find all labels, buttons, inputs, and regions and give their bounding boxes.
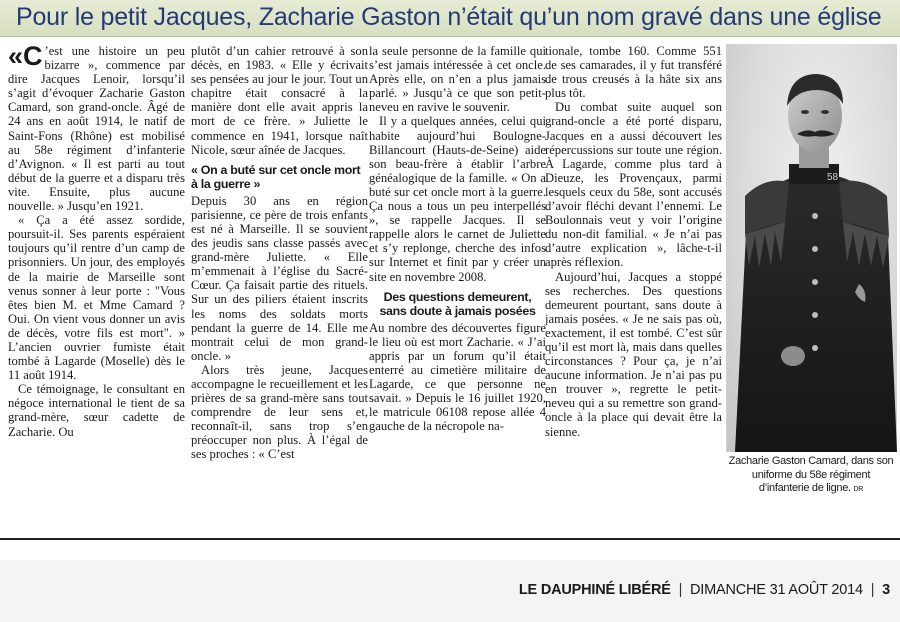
left-eye xyxy=(801,110,809,114)
collar-number: 58 xyxy=(827,172,839,183)
issue-date: DIMANCHE 31 AOÛT 2014 xyxy=(690,582,863,598)
headline: Pour le petit Jacques, Zacharie Gaston n’était qu’un nom gravé dans une église xyxy=(16,3,882,31)
paragraph: Aujourd’hui, Jacques a stoppé ses recherches. Des questions demeurent pourtant, sans doute à jamais posées. « Je ne sais pas où, exactement, il est tombé. C’est sûr qu’il est mort là, mais dans quelles circonstances ? Pour ça, je n’ai aucune information. Je n’ai pas pu en trouver », regrette le petit-neveu qui a su remettre son grand-oncle à la place qui devait être la sienne. xyxy=(545,269,722,439)
column-2 xyxy=(191,44,368,462)
column-4 xyxy=(545,44,722,439)
footer-separator: | xyxy=(678,582,683,598)
newspaper-name: LE DAUPHINÉ LIBÉRÉ xyxy=(518,582,671,598)
paragraph: tionale, tombe 160. Comme 551 de ses camarades, il y fut transféré de trous creusés à la hâte six ans plus tôt. xyxy=(545,44,722,101)
footer-rule-top xyxy=(0,538,900,540)
photo-credit: DR xyxy=(853,486,864,493)
paragraph: la seule personne de la famille qui s’est jamais intéressée à cet oncle. Après elle, on n’en a plus jamais parlé. » Jusqu’à ce que son petit-neveu en ravive le souvenir. xyxy=(369,44,546,115)
subheading: « On a buté sur cet oncle mort à la guerre » xyxy=(191,162,361,191)
subheading: Des questions demeurent, sans doute à jamais posées xyxy=(379,289,536,318)
paragraph: « Ça a été assez sordide, poursuit-il. Ses parents espéraient toujours qu’il rentre d’un camp de prisonniers. Un jour, des employés de la mairie de Marseille sont venus sonner à leur porte : "Vous êtes bien M. et Mme Camard ? Oui. On vient vous donner un avis de décès, votre fils est mort". » L’ancien ouvrier fumiste était tombé à Lagarde (Moselle) dès le 11 août 1914. xyxy=(8,213,185,383)
page-footer xyxy=(519,582,890,598)
lead-quote-mark: «C xyxy=(8,41,43,71)
caption-text: Zacharie Gaston Camard, dans son uniforme du 58e régiment d’infanterie de ligne. xyxy=(728,455,894,494)
paragraph-text: ’est une histoire un peu bizarre », commence par dire Jacques Lenoir, lorsqu’il s’agit d’évoquer Zacharie Gaston Camard, son grand-oncle. Âgé de 24 ans en août 1914, le natif de Saint-Fons (Rhône) est mobilisé au 58e régiment d’infanterie d’Avignon. « Il est parti au tout début de la guerre et a disparu très vite. Ensuite, plus aucune nouvelle. » Jusqu’en 1921. xyxy=(8,44,185,214)
soldier-portrait-photo xyxy=(726,44,897,452)
column-1 xyxy=(8,41,185,439)
photo-caption xyxy=(726,455,896,497)
paragraph xyxy=(8,41,185,214)
paragraph: Ce témoignage, le consultant en négoce international le tient de sa grand-mère, sœur cadette de Zacharie. Ou xyxy=(8,382,185,439)
soldier-portrait-illustration xyxy=(727,44,897,452)
paragraph: plutôt d’un cahier retrouvé à son décès, en 1983. « Elle y écrivait ses pensées au jour le jour. Tout un chapitre était consacré à la manière dont elle avait appris la mort de ce frère. » Juliette le commence en 1941, lorsque naît Nicole, sœur aînée de Jacques. xyxy=(191,44,368,157)
paragraph: Au nombre des découvertes figure le lieu où est mort Zacharie. « J’ai appris par un forum qu’il était enterré au cimetière militaire de Lagarde, ce que personne ne savait. » Depuis le 16 juillet 1920, le matricule 06108 repose allée 4 gauche de la nécropole na- xyxy=(369,320,546,434)
column-3 xyxy=(369,44,546,433)
page-number: 3 xyxy=(882,582,890,598)
paragraph: Depuis 30 ans en région parisienne, ce père de trois enfants est né à Marseille. Il se souvient des jeudis sans classe passés avec grand-mère Juliette. « Elle m’emmenait à l’église du Sacré-Cœur. Ça faisait partie des rituels. Sur un des piliers étaient inscrits les noms des soldats morts pendant la guerre de 14. Elle me montrait celui de mon grand-oncle. » xyxy=(191,193,368,363)
right-eye xyxy=(821,110,829,114)
paragraph: Alors très jeune, Jacques accompagne le recueillement et les prières de sa grand-mère sans tout comprendre de leur sens et, reconnaît-il, sans trop s’en préoccuper non plus. À l’égal de ses proches : « C’est xyxy=(191,362,368,462)
hand xyxy=(781,346,805,366)
paragraph: Du combat suite auquel son grand-oncle a été porté disparu, Jacques en a aussi découvert les répercussions sur toute une région. À Lagarde, comme plus tard à Dieuze, les Provençaux, parmi lesquels ceux du 58e, sont accusés d’avoir fléchi devant l’ennemi. Le Boulonnais veut y voir l’origine du non-dit familial. « Je n’ai pas d’autre explication », lâche-t-il après réflexion. xyxy=(545,100,722,270)
footer-separator: | xyxy=(870,582,875,598)
paragraph: Il y a quelques années, celui qui habite aujourd’hui Boulogne-Billancourt (Hauts-de-Seine) aide son beau-frère à établir l’arbre généalogique de la famille. « On a buté sur cet oncle mort à la guerre. Ça nous a tous un peu interpellés », se rappelle Jacques. Il se rappelle alors le carnet de Juliette et s’y replonge, cherche des infos sur Internet et finit par y créer un site en novembre 2008. xyxy=(369,114,546,284)
